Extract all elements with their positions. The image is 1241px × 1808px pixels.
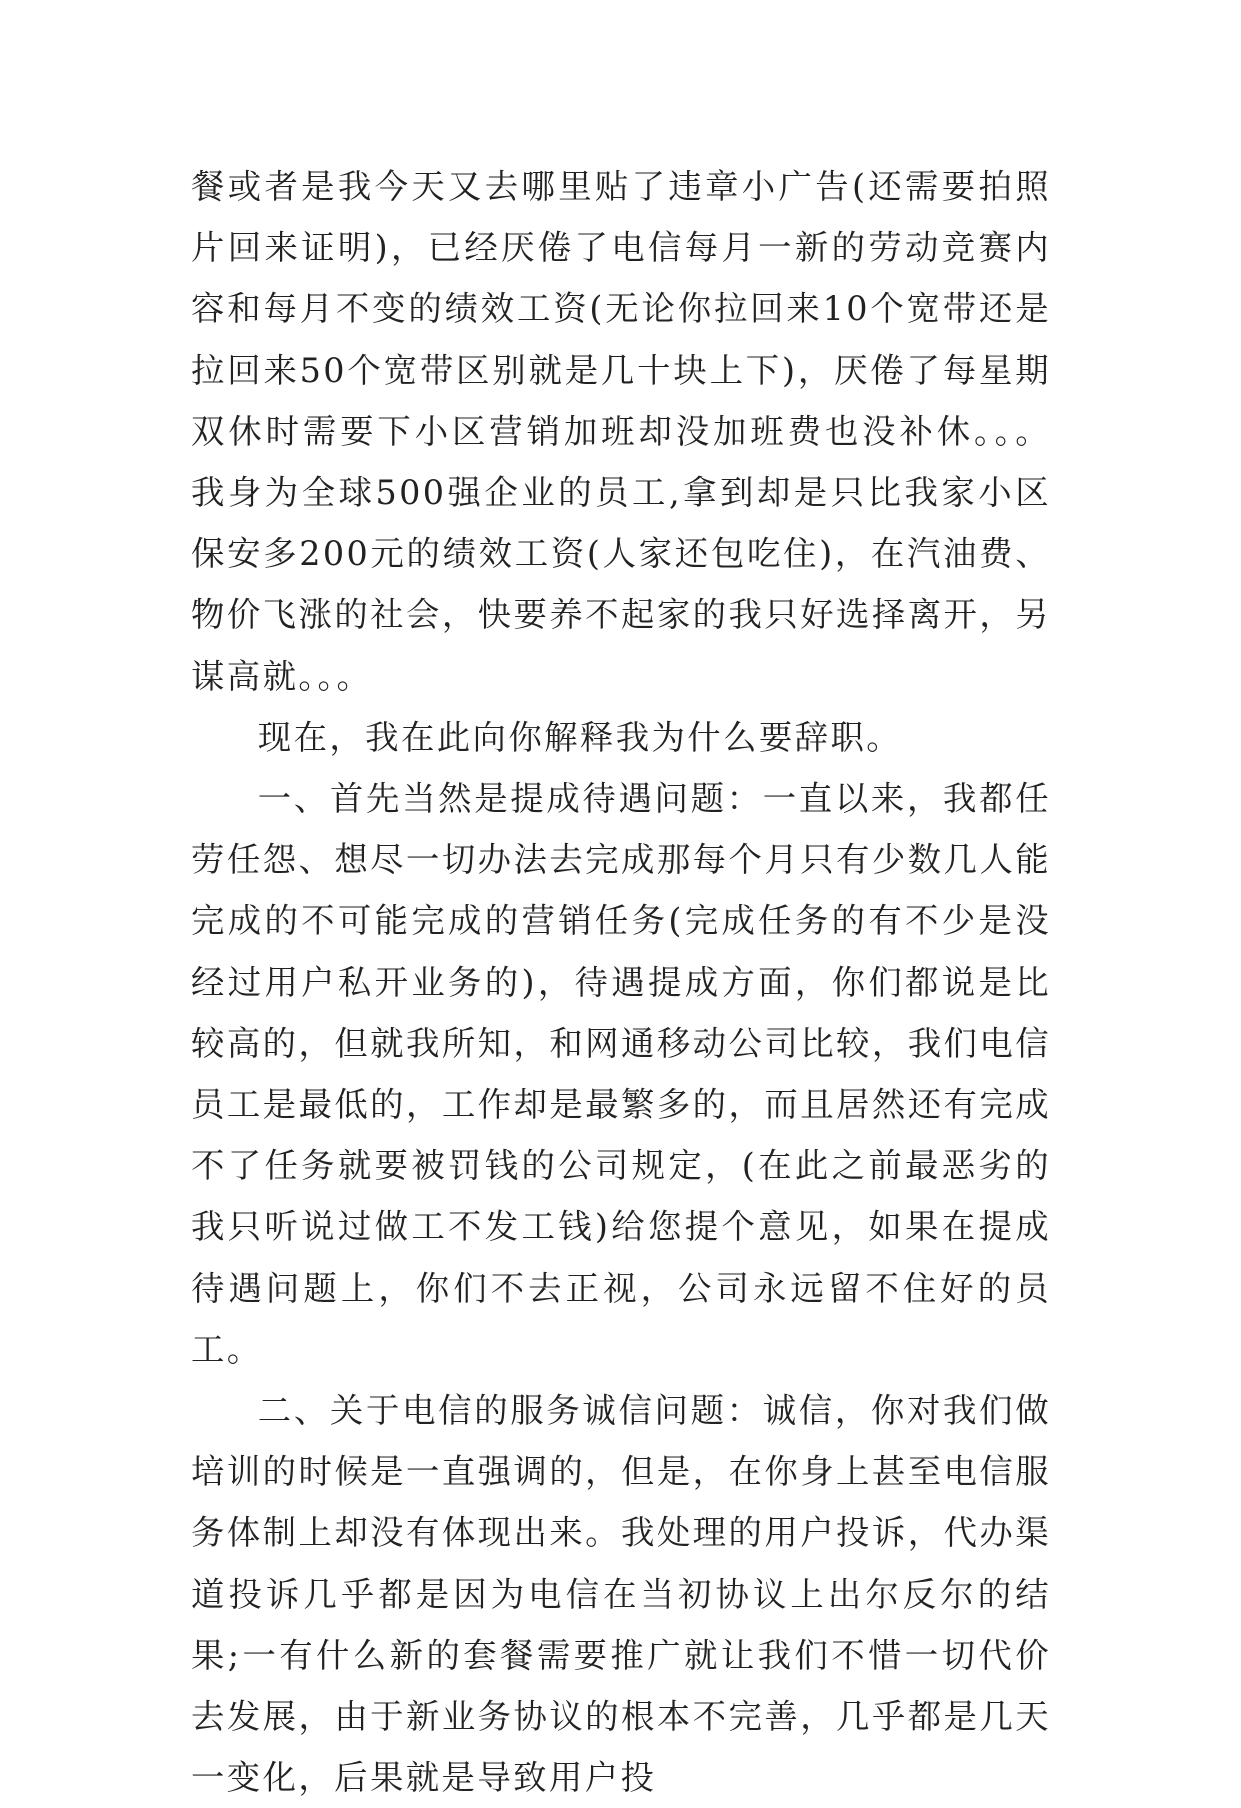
paragraph-4: 二、关于电信的服务诚信问题：诚信，你对我们做培训的时候是一直强调的，但是，在你身上甚至电信服务体制上却没有体现出来。我处理的用户投诉，代办渠道投诉几乎都是因为电信在当初协议上出尔反尔的结果;一有什么新的套餐需要推广就让我们不惜一切代价去发展，由于新业务协议的根本不完善，几乎都是几天一变化，后果就是导致用户投 <box>191 1391 1051 1798</box>
paragraph-2: 现在，我在此向你解释我为什么要辞职。 <box>257 717 903 757</box>
paragraph-3: 一、首先当然是提成待遇问题：一直以来，我都任劳任怨、想尽一切办法去完成那每个月只有少数几人能完成的不可能完成的营销任务(完成任务的有不少是没经过用户私开业务的)，待遇提成方面，你们都说是比较高的，但就我所知，和网通移动公司比较，我们电信员工是最低的，工作却是最繁多的，而且居然还有完成不了任务就要被罚钱的公司规定，(在此之前最恶劣的我只听说过做工不发工钱)给您提个意见，如果在提成待遇问题上，你们不去正视，公司永远留不住好的员工。 <box>191 779 1051 1369</box>
document-body <box>191 156 1051 1808</box>
paragraph-1: 餐或者是我今天又去哪里贴了违章小广告(还需要拍照片回来证明)，已经厌倦了电信每月一新的劳动竞赛内容和每月不变的绩效工资(无论你拉回来10个宽带还是拉回来50个宽带区别就是几十块上下)，厌倦了每星期双休时需要下小区营销加班却没加班费也没补休。。。我身为全球500强企业的员工,拿到却是只比我家小区保安多200元的绩效工资(人家还包吃住)，在汽油费、物价飞涨的社会，快要养不起家的我只好选择离开，另谋高就。。。 <box>191 167 1051 696</box>
